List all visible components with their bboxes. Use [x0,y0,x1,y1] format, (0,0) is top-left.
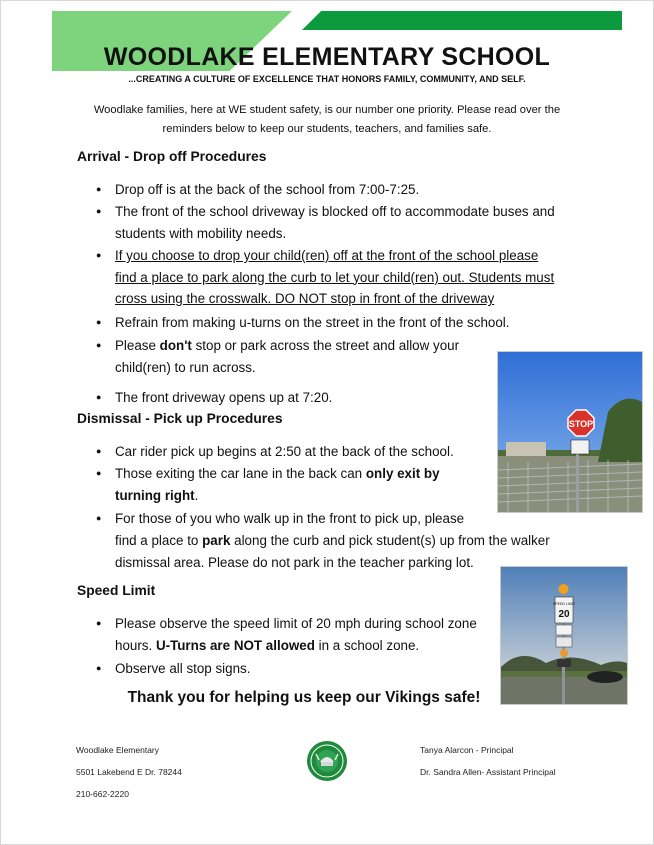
dismissal-item-continued: find a place to park along the curb and pick student(s) up from the walker dismissal area. Please do not park in the teacher parking lot. [115,533,550,570]
dismissal-heading: Dismissal - Pick up Procedures [77,411,283,426]
footer-principal: Tanya Alarcon - Principal [420,745,514,755]
speed-limit-photo [500,566,628,705]
school-seal-logo [306,740,348,782]
stop-sign-label: STOP [568,419,594,429]
footer-address: 5501 Lakebend E Dr. 78244 [76,767,182,777]
dismissal-item: ● Those exiting the car lane in the back can only exit by turning right. [115,463,440,506]
viking-seal-icon [306,740,348,782]
header-banner-dark [302,11,622,30]
speed-heading: Speed Limit [77,583,156,598]
flashing-beacon-icon [559,584,569,594]
arrival-item: ● The front driveway opens up at 7:20. [115,387,332,409]
arrival-item: ● The front of the school driveway is blocked off to accommodate buses and students with mobility needs. [115,201,555,244]
footer-school-name: Woodlake Elementary [76,745,159,755]
footer-phone: 210-662-2220 [76,789,129,799]
speed-item: ● Observe all stop signs. [115,658,250,680]
stop-sign-photo [497,351,643,513]
arrival-item: ● Refrain from making u-turns on the street in the front of the school. [115,312,509,334]
arrival-item: ● Please don't stop or park across the street and allow your child(ren) to run across. [115,335,459,378]
speed-item: ● Please observe the speed limit of 20 mph during school zone hours. U-Turns are NOT allowed in a school zone. [115,613,477,656]
intro-line: Woodlake families, here at WE student safety, is our number one priority. Please read over the [93,104,561,116]
arrival-heading: Arrival - Drop off Procedures [77,149,267,164]
intro-line: reminders below to keep our students, teachers, and families safe. [162,123,492,135]
school-tagline: ...CREATING A CULTURE OF EXCELLENCE THAT HONORS FAMILY, COMMUNITY, AND SELF. [128,74,526,84]
dismissal-item: ● For those of you who walk up in the front to pick up, please [115,508,464,530]
dismissal-item: ● Car rider pick up begins at 2:50 at the back of the school. [115,441,454,463]
arrival-item: ● Drop off is at the back of the school from 7:00-7:25. [115,179,419,201]
stop-sign-scene [498,352,642,512]
arrival-item-crosswalk: ● If you choose to drop your child(ren) off at the front of the school please find a place to park along the curb to let your child(ren) out. Students must cross using the crosswalk. DO NOT stop in front of the driveway [115,245,554,310]
footer-assistant-principal: Dr. Sandra Allen- Assistant Principal [420,767,556,777]
school-title: WOODLAKE ELEMENTARY SCHOOL [103,43,551,71]
intro-paragraph [60,101,594,139]
speed-sign-heading: SPEED LIMIT [552,602,576,606]
speed-sign-number: 20 [558,609,570,620]
speed-limit-scene [501,567,627,704]
closing-message: Thank you for helping us keep our Vikings safe! [127,689,481,706]
